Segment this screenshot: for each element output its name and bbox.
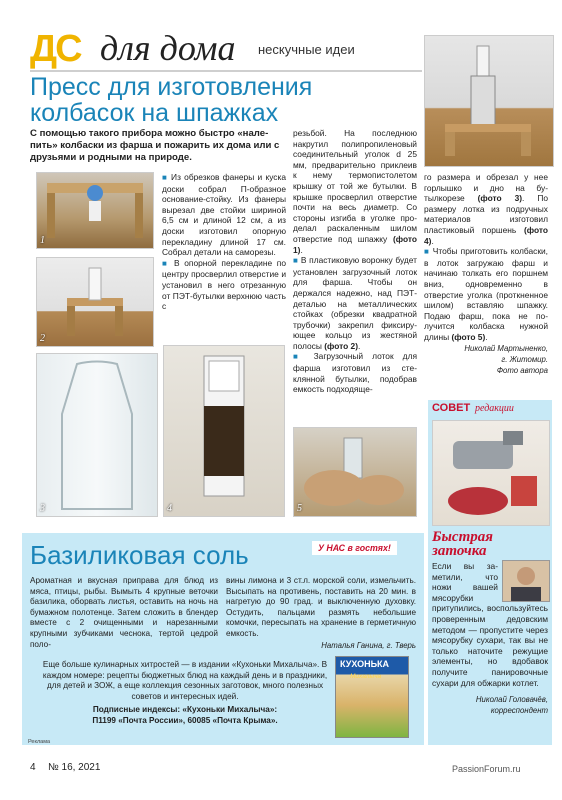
guest-badge: У НАС в гостях! bbox=[312, 541, 397, 555]
photo-ref-4: (фото 4) bbox=[424, 224, 548, 246]
magazine-subtitle: Михалыча bbox=[350, 673, 382, 680]
paragraph-cooking: Чтобы приготовить колбаски, в лоток загружаю фарш и начинаю толкать его поршнем вниз, одновременно в отверстие уголка (проткненное шилом) вставляю шпажку. Подаю фарш, пока не получится колбаска нужной длины bbox=[424, 246, 548, 342]
photo-number-1: 1 bbox=[40, 235, 45, 246]
advice-text: Если вы заметили, что ножи вашей мясорубки притупились, воспользуйтесь проверенным дедовским методом — пропустите через мясорубку сухари, так вы не только наточите режущие элементы, но вдобавок получите панировочные сухари для обжарки котлет. bbox=[432, 561, 548, 688]
brand-logo: ДС bbox=[30, 28, 81, 70]
basil-text-2: вины лимона и 3 ст.л. морской соли, измельчить. Высыпать на противень, поставить на 20 мин. в нагретую до 90 град. и выключенную духовку. Остудить, пальцами размять небольшие комочки, пересыпать на хранение в герметичную емкость. bbox=[226, 576, 416, 638]
text-column-2: резьбой. На последнюю накрутил полипропиленовый соединительный уголок d 25 мм, предварительно приклеив к нему термопистолетом крышку от той же бутылки. В крышке просверлил отверстие почти на весь диаметр. Со стороны изгиба в уголке проделал раскаленным шилом отверстие под шпажку (фото 1). ■ В пластиковую воронку будет установлен загрузочный лоток для фарша. Чтобы он держался надежно, над ПЭТ-деталью на металлических стойках (обрезки квадратной трубочки) закрепил фиксирующее кольцо из жестяной полосы (фото 2). ■ Загрузочный лоток для фарша изготовил из стеклянной бутылки, подобрав емкость подходяще- bbox=[293, 128, 417, 395]
photo-1 bbox=[36, 172, 154, 249]
photo-ref-3: (фото 3) bbox=[477, 193, 523, 204]
photo-5 bbox=[293, 427, 417, 517]
press-illustration bbox=[425, 36, 553, 166]
advice-label: СОВЕТ bbox=[432, 402, 471, 414]
bullet-icon: ■ bbox=[162, 258, 170, 268]
title-line-2: колбасок на шпажках bbox=[30, 99, 279, 127]
advice-text-block bbox=[432, 561, 548, 716]
hands-illustration bbox=[294, 428, 416, 516]
promo-text: Еще больше кулинарных хитростей — в издании «Кухоньки Михалыча». В каждом номере: рецепты бюджетных блюд на каждый день и в праздники, для детей и ЗОЖ, а еще коллекция сезонных заготовок, много полезных советов и интересных идей. bbox=[42, 660, 328, 701]
header-divider bbox=[30, 70, 422, 72]
basil-text-col-1: Ароматная и вкусная приправа для блюд из мяса, птицы, рыбы. Вымыть 4 крупные веточки базилика, оборвать листья, оставить на ночь на бумажном полотенце. Затем сложить в блендер вместе с 2 очищенными и нарезанными крупными зубчиками чеснока, тертой цедрой поло- bbox=[30, 576, 218, 649]
bullet-icon: ■ bbox=[293, 256, 299, 266]
bullet-icon: ■ bbox=[162, 173, 168, 182]
photo-4 bbox=[163, 345, 285, 517]
bullet-icon: ■ bbox=[293, 352, 305, 362]
article-author bbox=[424, 343, 548, 376]
promo-block bbox=[40, 660, 330, 727]
basil-author: Наталья Ганина, г. Тверь bbox=[321, 640, 416, 650]
article-title bbox=[30, 74, 420, 126]
advice-author-role: корреспондент bbox=[490, 706, 548, 716]
brand-title: для дома bbox=[100, 28, 236, 68]
advice-title-line-2: заточка bbox=[432, 543, 487, 559]
photo-number-2: 2 bbox=[40, 333, 45, 344]
photo-meat-grinder bbox=[432, 420, 550, 526]
photo-3 bbox=[36, 353, 158, 517]
photo-number-5: 5 bbox=[297, 503, 302, 514]
photo-ref-2: (фото 2) bbox=[324, 340, 358, 351]
portrait-space bbox=[498, 561, 548, 603]
advice-title bbox=[432, 530, 493, 558]
paragraph-thread: резьбой. На последнюю накрутил полипропиленовый соединительный уголок d 25 мм, предварительно приклеив к нему термопистолетом крышку от той же бутылки. В крышке просверлил отверстие почти на весь диаметр. Со стороны изгиба в уголке проделал раскаленным шилом отверстие под шпажку bbox=[293, 128, 417, 244]
grinder-illustration bbox=[433, 421, 549, 525]
photo-credit: Фото автора bbox=[496, 365, 548, 375]
issue-number: № 16, 2021 bbox=[48, 762, 101, 773]
advice-label-2: редакции bbox=[475, 403, 514, 414]
basil-title: Базиликовая соль bbox=[30, 540, 249, 570]
bottle-illustration bbox=[37, 354, 157, 516]
photo-number-4: 4 bbox=[167, 503, 172, 514]
photo-number-3: 3 bbox=[40, 503, 45, 514]
paragraph-funnel: В пластиковую воронку будет установлен загрузочный лоток для фарша. Чтобы он держался надежно, над ПЭТ-деталью на металлических стойках (обрезки квадратной трубочки) закрепил фиксирующее кольцо из жестяной полосы bbox=[293, 255, 417, 351]
watermark: PassionForum.ru bbox=[452, 764, 521, 774]
ad-label: Реклама bbox=[28, 739, 51, 745]
stand-illustration bbox=[37, 258, 153, 346]
photo-ref-1: (фото 1) bbox=[293, 233, 417, 255]
page-number: 4 bbox=[30, 762, 36, 773]
advice-author-name: Николай Головачёв, bbox=[475, 695, 548, 705]
paragraph-bottle: го размера и обрезал у нее горлышко и дно на бутылкорезе bbox=[424, 172, 548, 204]
photo-2 bbox=[36, 257, 154, 347]
author-name: Николай Мартыненко, bbox=[464, 343, 548, 353]
piston-illustration bbox=[164, 346, 284, 516]
photo-press-assembled bbox=[424, 35, 554, 167]
base-illustration bbox=[37, 173, 153, 248]
bullet-icon: ■ bbox=[424, 247, 430, 257]
author-city: г. Житомир. bbox=[501, 354, 548, 364]
paragraph-piston: По размеру лотка из подручных материалов изготовил пластиковый поршень bbox=[424, 193, 548, 235]
advice-author bbox=[432, 694, 548, 716]
paragraph-crossbar: В опорной перекладине по центру просверлил отверстие и установил в него отрезанную от ПЭТ-бутылки верхнюю часть с bbox=[162, 257, 287, 312]
title-line-1: Пресс для изготовления bbox=[30, 73, 313, 101]
text-column-1 bbox=[162, 172, 286, 312]
basil-text-col-2 bbox=[226, 576, 416, 651]
text-column-3: го размера и обрезал у нее горлышко и дно на бутылкорезе (фото 3). По размеру лотка из подручных материалов изготовил пластиковый поршень (фото 4). ■ Чтобы приготовить колбаски, в лоток загружаю фарш и начинаю толкать его поршнем вниз, одновременно в отверстие уголка (проткненное шилом) вставляю шпажку. Подаю фарш, пока не получится колбаска нужной длины (фото 5). Николай Мартыненко, г. Житомир. Фото автора bbox=[424, 172, 548, 375]
promo-indexes-2: П1199 «Почта России», 60085 «Почта Крыма». bbox=[92, 715, 278, 725]
magazine-title: КУХОНЬКА bbox=[340, 659, 390, 669]
section-label: нескучные идеи bbox=[258, 42, 355, 57]
article-lead: С помощью такого прибора можно быстро «налепить» колбаски из фарша и пожарить их дома или с друзьями и родными на природе. bbox=[30, 128, 280, 163]
promo-indexes-1: Подписные индексы: «Кухоньки Михалыча»: bbox=[92, 705, 278, 715]
paragraph-base: Из обрезков фанеры и куска доски собрал П-образное основание-стойку. Из фанеры вырезал две стойки шириной 6,5 см и длиной 12 см, а из доски изготовил опорную перекладину длиной 17 см. Собрал детали на саморезы. bbox=[162, 172, 286, 258]
paragraph-tray: Загрузочный лоток для фарша изготовил из стеклянной бутылки, подобрав емкость подходяще- bbox=[293, 351, 417, 395]
advice-title-line-1: Быстрая bbox=[432, 529, 493, 545]
photo-ref-5: (фото 5) bbox=[451, 331, 486, 342]
